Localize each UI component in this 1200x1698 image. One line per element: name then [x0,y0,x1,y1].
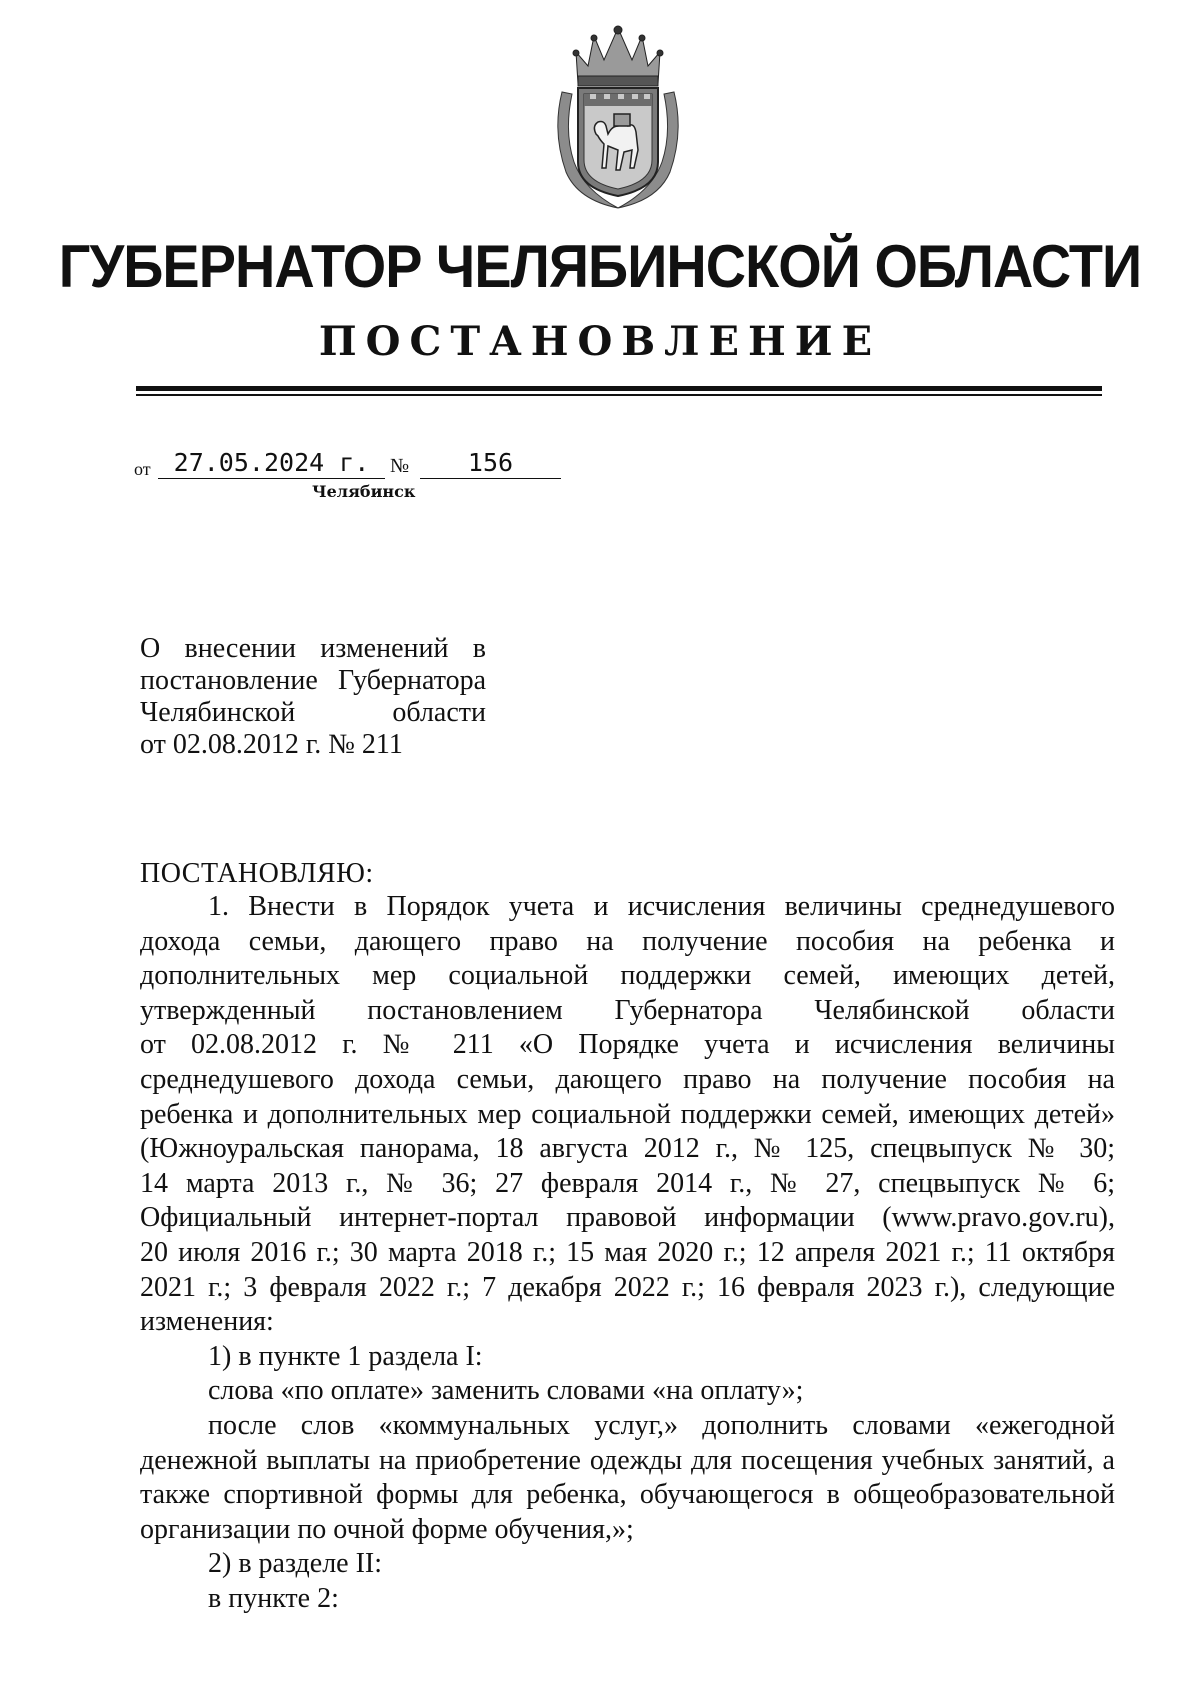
document-date: 27.05.2024 г. [158,448,385,479]
document-city: Челябинск [312,482,416,501]
decree-word: ПОСТАНОВЛЯЮ: [140,858,374,889]
body-line: утвержденный постановлением Губернатора Челябинской области [140,994,1115,1026]
subject-line: О внесении изменений в [140,633,486,664]
body-line: 2021 г.; 3 февраля 2022 г.; 7 декабря 2022 г.; 16 февраля 2023 г.), следующие [140,1271,1115,1303]
subject-line: постановление Губернатора [140,665,486,696]
document-body [140,890,1115,1616]
body-line: 1. Внести в Порядок учета и исчисления величины среднедушевого [208,891,1115,922]
body-line: денежной выплаты на приобретение одежды для посещения учебных занятий, а [140,1444,1115,1476]
body-line: 14 марта 2013 г., № 36; 27 февраля 2014 г., № 27, спецвыпуск № 6; [140,1167,1115,1199]
document-subject [140,633,486,761]
body-line: организации по очной форме обучения,»; [140,1513,634,1545]
body-line: ребенка и дополнительных мер социальной поддержки семей, имеющих детей» [140,1098,1115,1130]
document-number: 156 [420,448,561,479]
body-line: дохода семьи, дающего право на получение пособия на ребенка и [140,925,1115,957]
header-divider-thick [136,386,1102,391]
body-line: после слов «коммунальных услуг,» дополнить словами «ежегодной [208,1409,1115,1441]
body-line: (Южноуральская панорама, 18 августа 2012 г., № 125, спецвыпуск № 30; [140,1133,1115,1165]
body-line: также спортивной формы для ребенка, обучающегося в общеобразовательной [140,1479,1115,1511]
body-line: 20 июля 2016 г.; 30 марта 2018 г.; 15 мая 2020 г.; 12 апреля 2021 г.; 11 октября [140,1236,1115,1268]
body-line: среднедушевого дохода семьи, дающего право на получение пособия на [140,1063,1115,1095]
issuer-title: ГУБЕРНАТОР ЧЕЛЯБИНСКОЙ ОБЛАСТИ [58,233,1142,300]
coat-of-arms-emblem [548,22,688,212]
body-line: слова «по оплате» заменить словами «на оплату»; [208,1375,804,1407]
body-line: дополнительных мер социальной поддержки семей, имеющих детей, [140,960,1115,992]
body-line: в пункте 2: [208,1582,339,1614]
subject-line: от 02.08.2012 г. № 211 [140,729,403,760]
body-line: 1) в пункте 1 раздела I: [208,1340,483,1372]
header-divider-thin [136,394,1102,396]
body-line: 2) в разделе II: [208,1548,383,1580]
number-sign: № [390,455,410,477]
body-line: Официальный интернет-портал правовой информации (www.pravo.gov.ru), [140,1202,1115,1234]
date-prefix: от [134,459,151,479]
document-type: ПОСТАНОВЛЕНИЕ [318,318,882,365]
subject-line: Челябинской области [140,697,486,728]
body-line: изменения: [140,1306,274,1338]
body-line: от 02.08.2012 г. № 211 «О Порядке учета и исчисления величины [140,1029,1115,1061]
